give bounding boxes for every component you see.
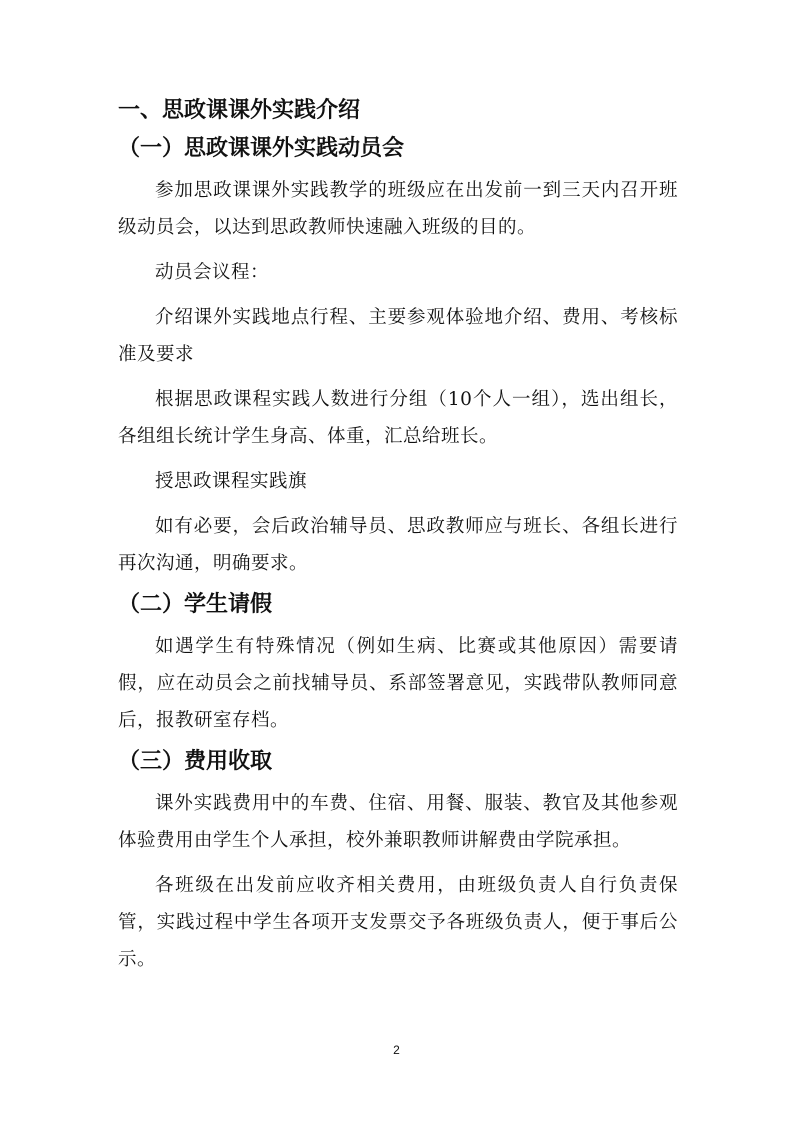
page-number: 2 xyxy=(393,1043,400,1057)
section-1-paragraph-5: 授思政课程实践旗 xyxy=(155,471,308,492)
section-1-paragraph-4: 根据思政课程实践人数进行分组（10个人一组），选出组长，各组组长统计学生身高、体重，汇总给班长。 xyxy=(118,389,678,447)
section-1-paragraph-2: 动员会议程： xyxy=(155,262,270,283)
page-content xyxy=(118,96,678,986)
main-heading: 一、思政课课外实践介绍 xyxy=(118,98,361,123)
section-2-title: （二）学生请假 xyxy=(118,592,273,617)
section-1-paragraph-6: 如有必要，会后政治辅导员、思政教师应与班长、各组长进行再次沟通，明确要求。 xyxy=(118,516,678,574)
section-1-title: （一）思政课课外实践动员会 xyxy=(118,136,405,161)
section-3-paragraph-2: 各班级在出发前应收齐相关费用，由班级负责人自行负责保管，实践过程中学生各项开支发票交予各班级负责人，便于事后公示。 xyxy=(118,875,678,970)
section-1-paragraph-3: 介绍课外实践地点行程、主要参观体验地介绍、费用、考核标准及要求 xyxy=(118,307,678,365)
section-2-paragraph-1: 如遇学生有特殊情况（例如生病、比赛或其他原因）需要请假，应在动员会之前找辅导员、系部签署意见，实践带队教师同意后，报教研室存档。 xyxy=(118,636,678,731)
section-1-paragraph-1: 参加思政课课外实践教学的班级应在出发前一到三天内召开班级动员会，以达到思政教师快速融入班级的目的。 xyxy=(118,180,678,238)
section-3-paragraph-1: 课外实践费用中的车费、住宿、用餐、服装、教官及其他参观体验费用由学生个人承担，校外兼职教师讲解费由学院承担。 xyxy=(118,793,678,851)
section-3-title: （三）费用收取 xyxy=(118,749,273,774)
